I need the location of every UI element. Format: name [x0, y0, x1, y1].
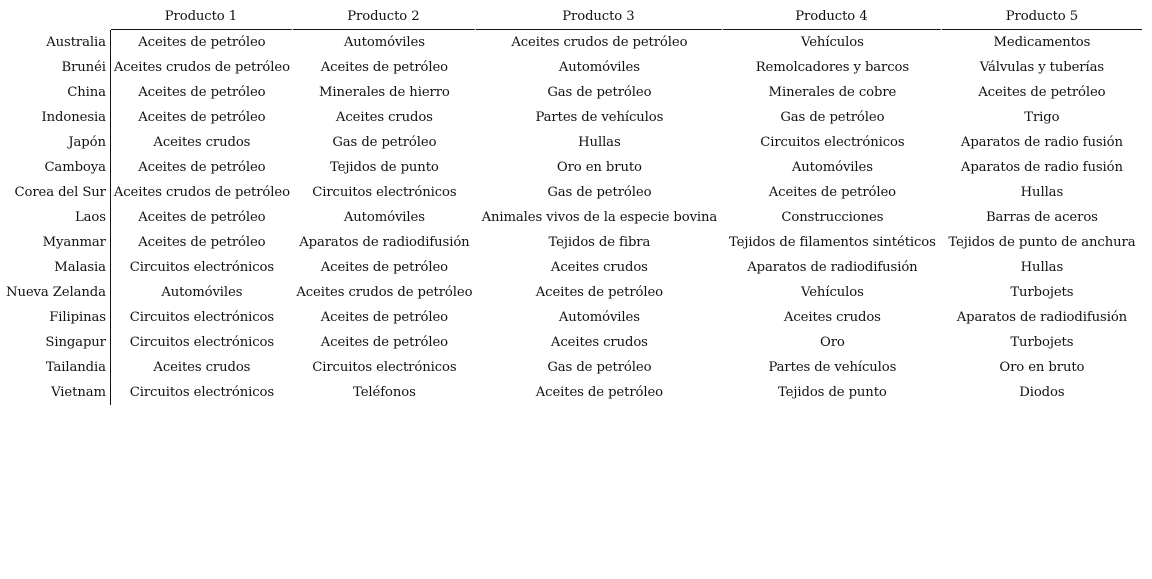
- product-cell: Tejidos de filamentos sintéticos: [728, 235, 936, 250]
- product-cell: Gas de petróleo: [332, 135, 437, 150]
- table-row: [4, 30, 1142, 55]
- product-cell: Automóviles: [791, 160, 873, 175]
- product-cell: Construcciones: [781, 210, 884, 225]
- column-header-producto-1: Producto 1: [111, 4, 293, 30]
- column-header-producto-3: Producto 3: [476, 4, 723, 30]
- product-cell: Partes de vehículos: [768, 360, 897, 375]
- table-row: [4, 130, 1142, 155]
- product-cell: Partes de vehículos: [535, 110, 664, 125]
- product-cell: Oro en bruto: [999, 360, 1085, 375]
- table-row: [4, 305, 1142, 330]
- column-header-producto-4: Producto 4: [723, 4, 942, 30]
- product-cell: Aparatos de radiodifusión: [299, 235, 470, 250]
- product-cell: Aceites de petróleo: [320, 310, 449, 325]
- product-cell: Gas de petróleo: [547, 85, 652, 100]
- country-label: Camboya: [4, 155, 111, 180]
- country-label: Brunéi: [4, 55, 111, 80]
- product-cell: Minerales de cobre: [768, 85, 897, 100]
- product-cell: Tejidos de punto de anchura: [948, 235, 1136, 250]
- table-row: [4, 205, 1142, 230]
- product-cell: Aparatos de radio fusión: [960, 135, 1123, 150]
- product-cell: Aceites crudos: [550, 260, 648, 275]
- country-label: Japón: [4, 130, 111, 155]
- product-cell: Gas de petróleo: [547, 185, 652, 200]
- country-label: Australia: [4, 30, 111, 55]
- product-cell: Teléfonos: [353, 385, 416, 400]
- product-cell: Automóviles: [161, 285, 243, 300]
- product-cell: Aceites de petróleo: [138, 160, 266, 175]
- product-cell: Hullas: [578, 135, 621, 150]
- product-cell: Diodos: [1019, 385, 1065, 400]
- country-label: Filipinas: [4, 305, 111, 330]
- table-row: [4, 330, 1142, 355]
- table-row: [4, 230, 1142, 255]
- country-label: Singapur: [4, 330, 111, 355]
- product-cell: Aceites crudos de petróleo: [113, 60, 290, 75]
- product-cell: Circuitos electrónicos: [129, 260, 275, 275]
- country-label: Tailandia: [4, 355, 111, 380]
- product-cell: Automóviles: [343, 210, 425, 225]
- product-cell: Aceites crudos: [335, 110, 433, 125]
- product-cell: Animales vivos de la especie bovina: [481, 210, 718, 225]
- product-cell: Válvulas y tuberías: [979, 60, 1105, 75]
- product-cell: Automóviles: [343, 35, 425, 50]
- product-cell: Aparatos de radio fusión: [960, 160, 1123, 175]
- country-label: Vietnam: [4, 380, 111, 405]
- product-cell: Vehículos: [801, 285, 864, 300]
- product-cell: Automóviles: [558, 310, 640, 325]
- table-body: [4, 30, 1142, 405]
- product-cell: Circuitos electrónicos: [312, 360, 457, 375]
- product-cell: Aceites crudos: [783, 310, 881, 325]
- table-row: [4, 55, 1142, 80]
- product-cell: Turbojets: [1010, 335, 1074, 350]
- product-cell: Minerales de hierro: [319, 85, 450, 100]
- product-cell: Aceites crudos de petróleo: [296, 285, 473, 300]
- country-label: Myanmar: [4, 230, 111, 255]
- product-cell: Aceites de petróleo: [978, 85, 1106, 100]
- table-row: [4, 155, 1142, 180]
- product-cell: Trigo: [1024, 110, 1060, 125]
- header-row: [4, 4, 1142, 30]
- product-cell: Aceites de petróleo: [320, 260, 449, 275]
- country-label: China: [4, 80, 111, 105]
- corner-cell: [4, 4, 111, 30]
- product-cell: Hullas: [1020, 185, 1064, 200]
- product-cell: Medicamentos: [993, 35, 1091, 50]
- product-cell: Automóviles: [558, 60, 640, 75]
- column-header-producto-5: Producto 5: [942, 4, 1142, 30]
- product-cell: Aceites crudos: [550, 335, 648, 350]
- product-cell: Aparatos de radiodifusión: [747, 260, 918, 275]
- product-cell: Aceites de petróleo: [138, 85, 266, 100]
- country-label: Laos: [4, 205, 111, 230]
- product-cell: Aceites de petróleo: [138, 35, 266, 50]
- product-cell: Aceites de petróleo: [138, 110, 266, 125]
- product-cell: Turbojets: [1010, 285, 1074, 300]
- product-cell: Oro: [820, 335, 845, 350]
- product-cell: Tejidos de punto: [778, 385, 887, 400]
- table-row: [4, 380, 1142, 405]
- product-cell: Circuitos electrónicos: [760, 135, 905, 150]
- product-cell: Circuitos electrónicos: [129, 310, 275, 325]
- country-label: Indonesia: [4, 105, 111, 130]
- product-cell: Aceites de petróleo: [768, 185, 897, 200]
- products-table: [4, 4, 1142, 405]
- product-cell: Circuitos electrónicos: [312, 185, 457, 200]
- product-cell: Remolcadores y barcos: [755, 60, 910, 75]
- table-row: [4, 280, 1142, 305]
- product-cell: Aceites de petróleo: [535, 285, 664, 300]
- product-cell: Tejidos de punto: [330, 160, 439, 175]
- column-header-producto-2: Producto 2: [293, 4, 476, 30]
- product-cell: Gas de petróleo: [547, 360, 652, 375]
- product-cell: Aceites crudos de petróleo: [511, 35, 688, 50]
- table-row: [4, 105, 1142, 130]
- table-row: [4, 355, 1142, 380]
- product-cell: Aceites de petróleo: [138, 210, 266, 225]
- product-cell: Hullas: [1020, 260, 1064, 275]
- product-cell: Aceites de petróleo: [320, 335, 449, 350]
- product-cell: Aceites de petróleo: [320, 60, 449, 75]
- table-row: [4, 180, 1142, 205]
- product-cell: Circuitos electrónicos: [129, 335, 275, 350]
- country-label: Malasia: [4, 255, 111, 280]
- table-row: [4, 80, 1142, 105]
- product-cell: Oro en bruto: [556, 160, 642, 175]
- product-cell: Aceites crudos de petróleo: [113, 185, 290, 200]
- product-cell: Aceites de petróleo: [138, 235, 266, 250]
- product-cell: Vehículos: [801, 35, 864, 50]
- product-cell: Aparatos de radiodifusión: [956, 310, 1128, 325]
- product-cell: Aceites de petróleo: [535, 385, 664, 400]
- product-cell: Tejidos de fibra: [548, 235, 651, 250]
- product-cell: Aceites crudos: [153, 135, 251, 150]
- country-label: Corea del Sur: [4, 180, 111, 205]
- country-label: Nueva Zelanda: [4, 280, 111, 305]
- product-cell: Circuitos electrónicos: [129, 385, 275, 400]
- product-cell: Aceites crudos: [153, 360, 251, 375]
- product-cell: Gas de petróleo: [780, 110, 885, 125]
- table-row: [4, 255, 1142, 280]
- product-cell: Barras de aceros: [985, 210, 1098, 225]
